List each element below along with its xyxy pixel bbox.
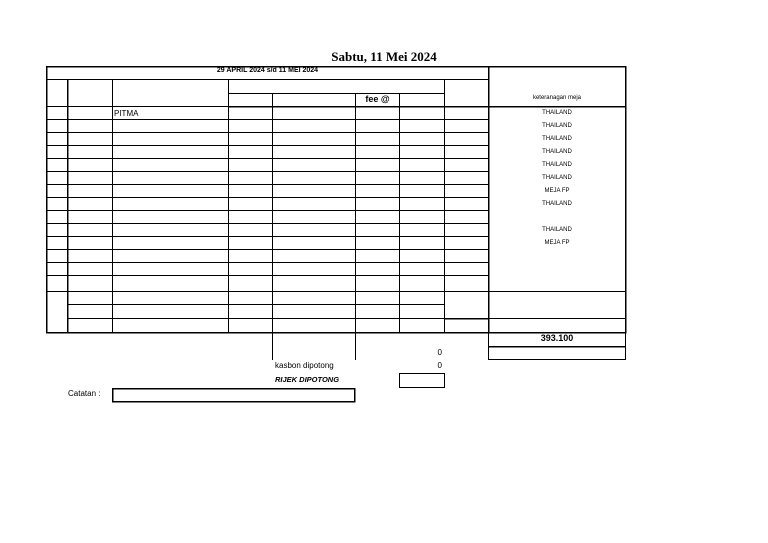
row-note-5: THAILAND (542, 162, 572, 168)
kasbon-value: 0 (437, 361, 442, 370)
summary-value-1: 0 (437, 348, 442, 357)
row-note-10: THAILAND (542, 227, 572, 233)
row-note-2: THAILAND (542, 123, 572, 129)
notes-column-header: keteranagan meja (532, 95, 582, 101)
row-note-6: THAILAND (542, 175, 572, 181)
row-note-8: THAILAND (542, 201, 572, 207)
page-title: Sabtu, 11 Mei 2024 (331, 49, 437, 64)
row-name-1: PITMA (114, 109, 139, 118)
catatan-label: Catatan : (68, 389, 101, 398)
row-note-4: THAILAND (542, 149, 572, 155)
kasbon-label: kasbon dipotong (275, 361, 334, 370)
fee-column-header: fee @ (365, 94, 390, 104)
row-note-11: MEJA FP (544, 240, 570, 246)
row-note-1: THAILAND (542, 110, 572, 116)
period-label: 29 APRIL 2024 s/d 11 MEI 2024 (216, 67, 319, 74)
rijek-label: RIJEK DIPOTONG (275, 375, 340, 384)
total-value: 393.100 (540, 333, 574, 343)
row-note-7: MEJA FP (544, 188, 570, 194)
row-note-3: THAILAND (542, 136, 572, 142)
